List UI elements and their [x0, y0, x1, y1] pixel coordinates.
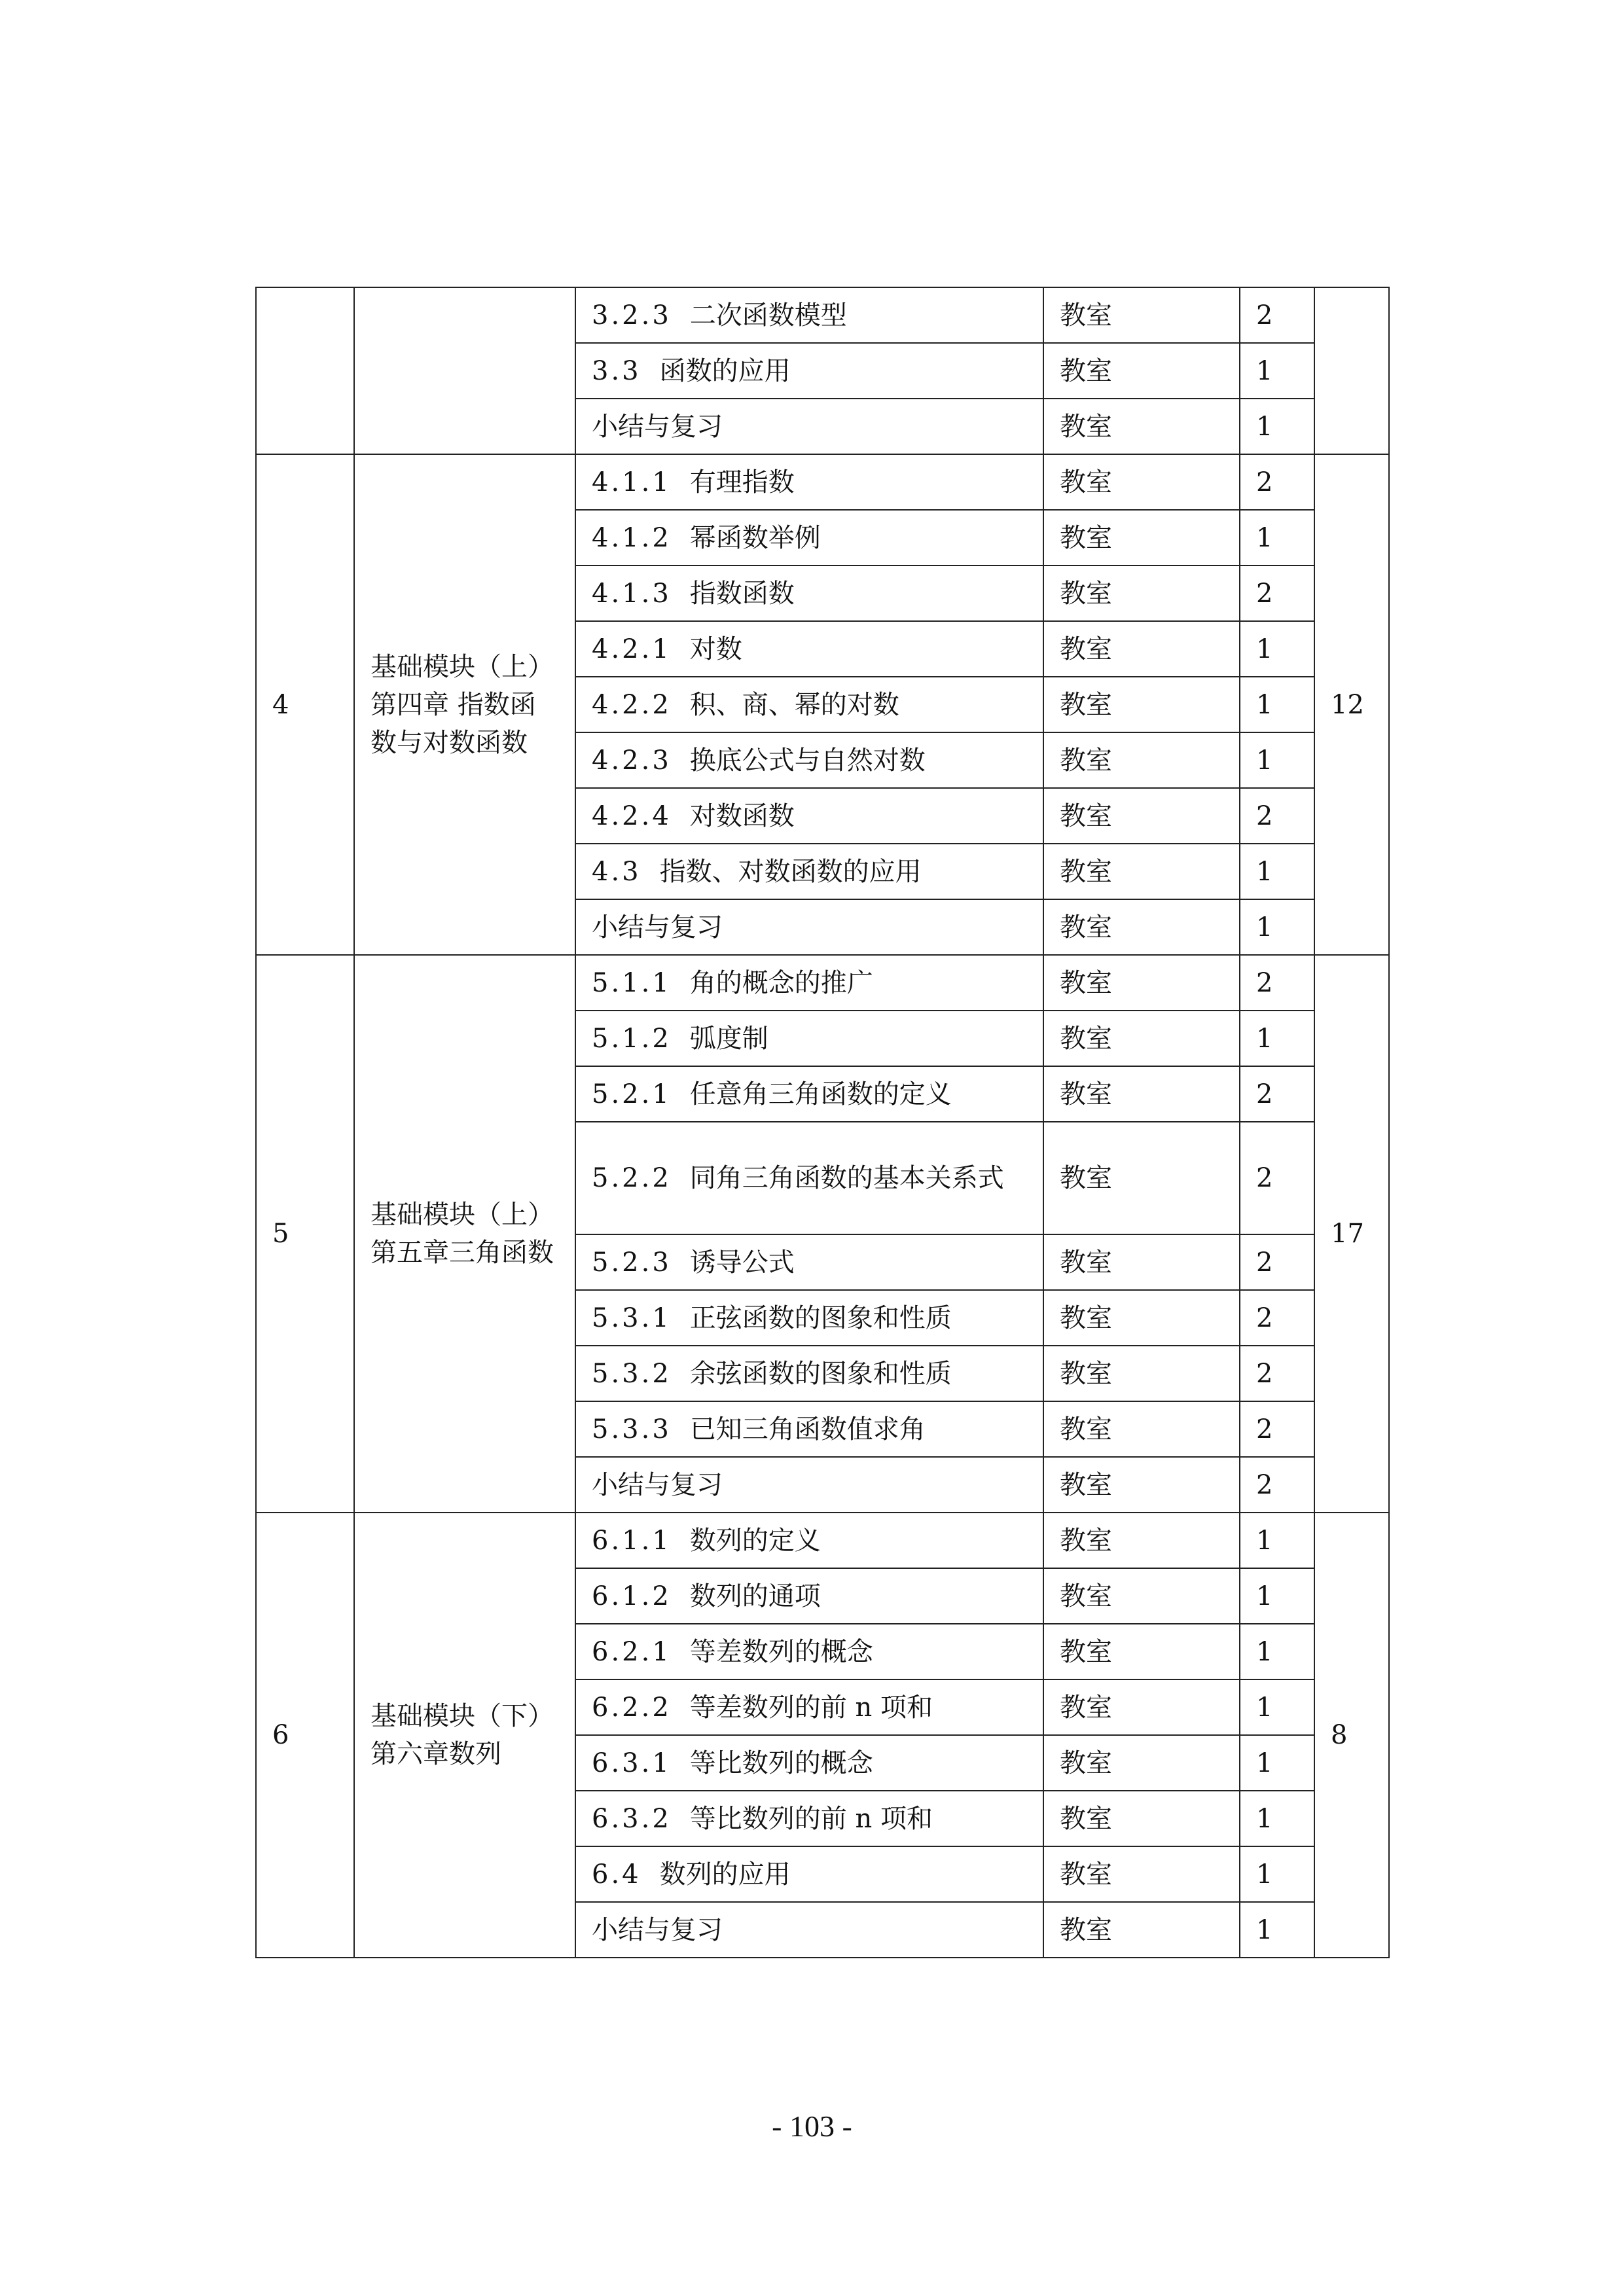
lesson-cell: [575, 621, 1043, 677]
lesson-place: 教室: [1043, 1290, 1240, 1346]
lesson-code: 5.2.2: [592, 1163, 672, 1193]
lesson-cell: [575, 1457, 1043, 1513]
unit-topic: [354, 287, 575, 454]
lesson-title: 诱导公式: [689, 1247, 795, 1278]
lesson-title: 函数的应用: [659, 355, 791, 386]
lesson-code: 4.1.2: [592, 522, 672, 553]
lesson-cell: [575, 1011, 1043, 1066]
lesson-hours: 2: [1240, 454, 1314, 510]
lesson-cell: [575, 454, 1043, 510]
lesson-code: 5.2.1: [592, 1079, 672, 1109]
lesson-hours: 1: [1240, 732, 1314, 788]
lesson-code: 5.3.3: [592, 1414, 672, 1444]
lesson-cell: [575, 1513, 1043, 1568]
lesson-place: 教室: [1043, 1346, 1240, 1401]
lesson-code: 3.3: [592, 355, 641, 386]
lesson-place: 教室: [1043, 899, 1240, 955]
lesson-hours: 1: [1240, 1513, 1314, 1568]
lesson-code: 6.4: [592, 1859, 641, 1890]
lesson-code: 6.2.2: [592, 1692, 672, 1723]
lesson-hours: 1: [1240, 1011, 1314, 1066]
lesson-cell: [575, 1735, 1043, 1791]
lesson-hours: 2: [1240, 1401, 1314, 1457]
schedule-table-body: [256, 287, 1389, 1958]
lesson-place: 教室: [1043, 287, 1240, 343]
lesson-code: 3.2.3: [592, 300, 672, 331]
lesson-code: 6.2.1: [592, 1636, 672, 1667]
lesson-place: 教室: [1043, 1401, 1240, 1457]
lesson-code: 4.1.3: [592, 578, 672, 609]
lesson-hours: 2: [1240, 1290, 1314, 1346]
lesson-cell: [575, 399, 1043, 454]
lesson-hours: 1: [1240, 677, 1314, 732]
lesson-title: 小结与复习: [592, 411, 723, 442]
unit-number: 4: [256, 454, 354, 955]
lesson-hours: 2: [1240, 1457, 1314, 1513]
lesson-cell: [575, 1902, 1043, 1958]
lesson-code: 4.2.1: [592, 634, 672, 664]
lesson-title: 弧度制: [689, 1023, 768, 1054]
lesson-title: 指数、对数函数的应用: [659, 856, 922, 887]
lesson-cell: [575, 1066, 1043, 1122]
lesson-code: 5.1.2: [592, 1023, 672, 1054]
lesson-title: 小结与复习: [592, 912, 723, 942]
lesson-title: 等比数列的概念: [689, 1748, 873, 1778]
unit-total-hours: 17: [1314, 955, 1389, 1513]
lesson-title: 任意角三角函数的定义: [689, 1079, 952, 1109]
unit-number: [256, 287, 354, 454]
lesson-hours: 1: [1240, 1791, 1314, 1846]
lesson-place: 教室: [1043, 621, 1240, 677]
lesson-cell: [575, 343, 1043, 399]
lesson-cell: [575, 788, 1043, 844]
lesson-title: 对数函数: [689, 800, 795, 831]
lesson-place: 教室: [1043, 1735, 1240, 1791]
lesson-place: 教室: [1043, 732, 1240, 788]
lesson-hours: 1: [1240, 1624, 1314, 1679]
lesson-place: 教室: [1043, 454, 1240, 510]
lesson-title: 数列的通项: [689, 1581, 821, 1611]
lesson-cell: [575, 677, 1043, 732]
lesson-cell: [575, 1791, 1043, 1846]
lesson-hours: 1: [1240, 1902, 1314, 1958]
lesson-title: 余弦函数的图象和性质: [689, 1358, 952, 1389]
lesson-title: 幂函数举例: [689, 522, 821, 553]
lesson-title: 指数函数: [689, 578, 795, 609]
lesson-cell: [575, 1290, 1043, 1346]
lesson-place: 教室: [1043, 1066, 1240, 1122]
lesson-place: 教室: [1043, 1457, 1240, 1513]
lesson-cell: [575, 1679, 1043, 1735]
lesson-code: 6.1.1: [592, 1525, 672, 1556]
lesson-cell: [575, 565, 1043, 621]
lesson-hours: 1: [1240, 621, 1314, 677]
lesson-place: 教室: [1043, 955, 1240, 1011]
unit-number: 5: [256, 955, 354, 1513]
unit-topic: 基础模块（上）第五章三角函数: [354, 955, 575, 1513]
lesson-place: 教室: [1043, 677, 1240, 732]
lesson-cell: [575, 1624, 1043, 1679]
lesson-code: 5.3.2: [592, 1358, 672, 1389]
lesson-place: 教室: [1043, 1234, 1240, 1290]
lesson-cell: [575, 510, 1043, 565]
lesson-code: 6.3.2: [592, 1803, 672, 1834]
lesson-code: 4.2.2: [592, 689, 672, 720]
lesson-cell: [575, 1568, 1043, 1624]
lesson-cell: [575, 1346, 1043, 1401]
unit-total-hours: 12: [1314, 454, 1389, 955]
unit-total-hours: [1314, 287, 1389, 454]
lesson-place: 教室: [1043, 1624, 1240, 1679]
lesson-place: 教室: [1043, 1791, 1240, 1846]
lesson-hours: 1: [1240, 844, 1314, 899]
lesson-hours: 2: [1240, 565, 1314, 621]
lesson-place: 教室: [1043, 1513, 1240, 1568]
lesson-hours: 2: [1240, 1346, 1314, 1401]
lesson-place: 教室: [1043, 343, 1240, 399]
unit-topic: 基础模块（上）第四章 指数函数与对数函数: [354, 454, 575, 955]
unit-total-hours: 8: [1314, 1513, 1389, 1958]
lesson-place: 教室: [1043, 1902, 1240, 1958]
unit-number: 6: [256, 1513, 354, 1958]
lesson-code: 4.2.3: [592, 745, 672, 776]
lesson-title: 同角三角函数的基本关系式: [689, 1163, 1004, 1193]
lesson-hours: 2: [1240, 955, 1314, 1011]
lesson-hours: 1: [1240, 399, 1314, 454]
lesson-code: 6.1.2: [592, 1581, 672, 1611]
lesson-code: 5.2.3: [592, 1247, 672, 1278]
lesson-cell: [575, 732, 1043, 788]
lesson-place: 教室: [1043, 510, 1240, 565]
table-row: [256, 287, 1389, 343]
lesson-hours: 1: [1240, 1846, 1314, 1902]
unit-topic: 基础模块（下）第六章数列: [354, 1513, 575, 1958]
lesson-title: 数列的应用: [659, 1859, 791, 1890]
lesson-title: 换底公式与自然对数: [689, 745, 926, 776]
lesson-title: 积、商、幂的对数: [689, 689, 899, 720]
lesson-cell: [575, 1234, 1043, 1290]
lesson-place: 教室: [1043, 1122, 1240, 1234]
lesson-title: 小结与复习: [592, 1469, 723, 1500]
lesson-title: 对数: [689, 634, 742, 664]
lesson-hours: 1: [1240, 510, 1314, 565]
lesson-hours: 2: [1240, 287, 1314, 343]
lesson-code: 4.2.4: [592, 800, 672, 831]
lesson-title: 有理指数: [689, 467, 795, 497]
lesson-title: 等比数列的前 n 项和: [689, 1803, 933, 1834]
lesson-cell: [575, 287, 1043, 343]
lesson-title: 正弦函数的图象和性质: [689, 1302, 952, 1333]
lesson-cell: [575, 899, 1043, 955]
lesson-code: 5.3.1: [592, 1302, 672, 1333]
lesson-title: 小结与复习: [592, 1914, 723, 1945]
lesson-cell: [575, 844, 1043, 899]
lesson-code: 6.3.1: [592, 1748, 672, 1778]
schedule-table: [255, 287, 1390, 1958]
table-row: [256, 955, 1389, 1011]
lesson-hours: 2: [1240, 788, 1314, 844]
lesson-cell: [575, 955, 1043, 1011]
lesson-place: 教室: [1043, 1011, 1240, 1066]
lesson-place: 教室: [1043, 1846, 1240, 1902]
lesson-place: 教室: [1043, 565, 1240, 621]
lesson-hours: 2: [1240, 1234, 1314, 1290]
page-number: - 103 -: [772, 2109, 852, 2143]
lesson-title: 角的概念的推广: [689, 967, 873, 998]
table-row: [256, 1513, 1389, 1568]
lesson-place: 教室: [1043, 1679, 1240, 1735]
lesson-title: 等差数列的概念: [689, 1636, 873, 1667]
lesson-hours: 1: [1240, 343, 1314, 399]
lesson-place: 教室: [1043, 1568, 1240, 1624]
lesson-code: 5.1.1: [592, 967, 672, 998]
table-row: [256, 454, 1389, 510]
lesson-place: 教室: [1043, 844, 1240, 899]
lesson-title: 已知三角函数值求角: [689, 1414, 926, 1444]
lesson-code: 4.3: [592, 856, 641, 887]
lesson-place: 教室: [1043, 788, 1240, 844]
lesson-hours: 1: [1240, 1568, 1314, 1624]
lesson-place: 教室: [1043, 399, 1240, 454]
lesson-cell: [575, 1401, 1043, 1457]
lesson-hours: 1: [1240, 1735, 1314, 1791]
lesson-hours: 2: [1240, 1122, 1314, 1234]
lesson-title: 数列的定义: [689, 1525, 821, 1556]
lesson-title: 等差数列的前 n 项和: [689, 1692, 933, 1723]
lesson-cell: [575, 1122, 1043, 1234]
lesson-hours: 2: [1240, 1066, 1314, 1122]
lesson-hours: 1: [1240, 899, 1314, 955]
lesson-title: 二次函数模型: [689, 300, 847, 331]
lesson-hours: 1: [1240, 1679, 1314, 1735]
lesson-cell: [575, 1846, 1043, 1902]
lesson-code: 4.1.1: [592, 467, 672, 497]
